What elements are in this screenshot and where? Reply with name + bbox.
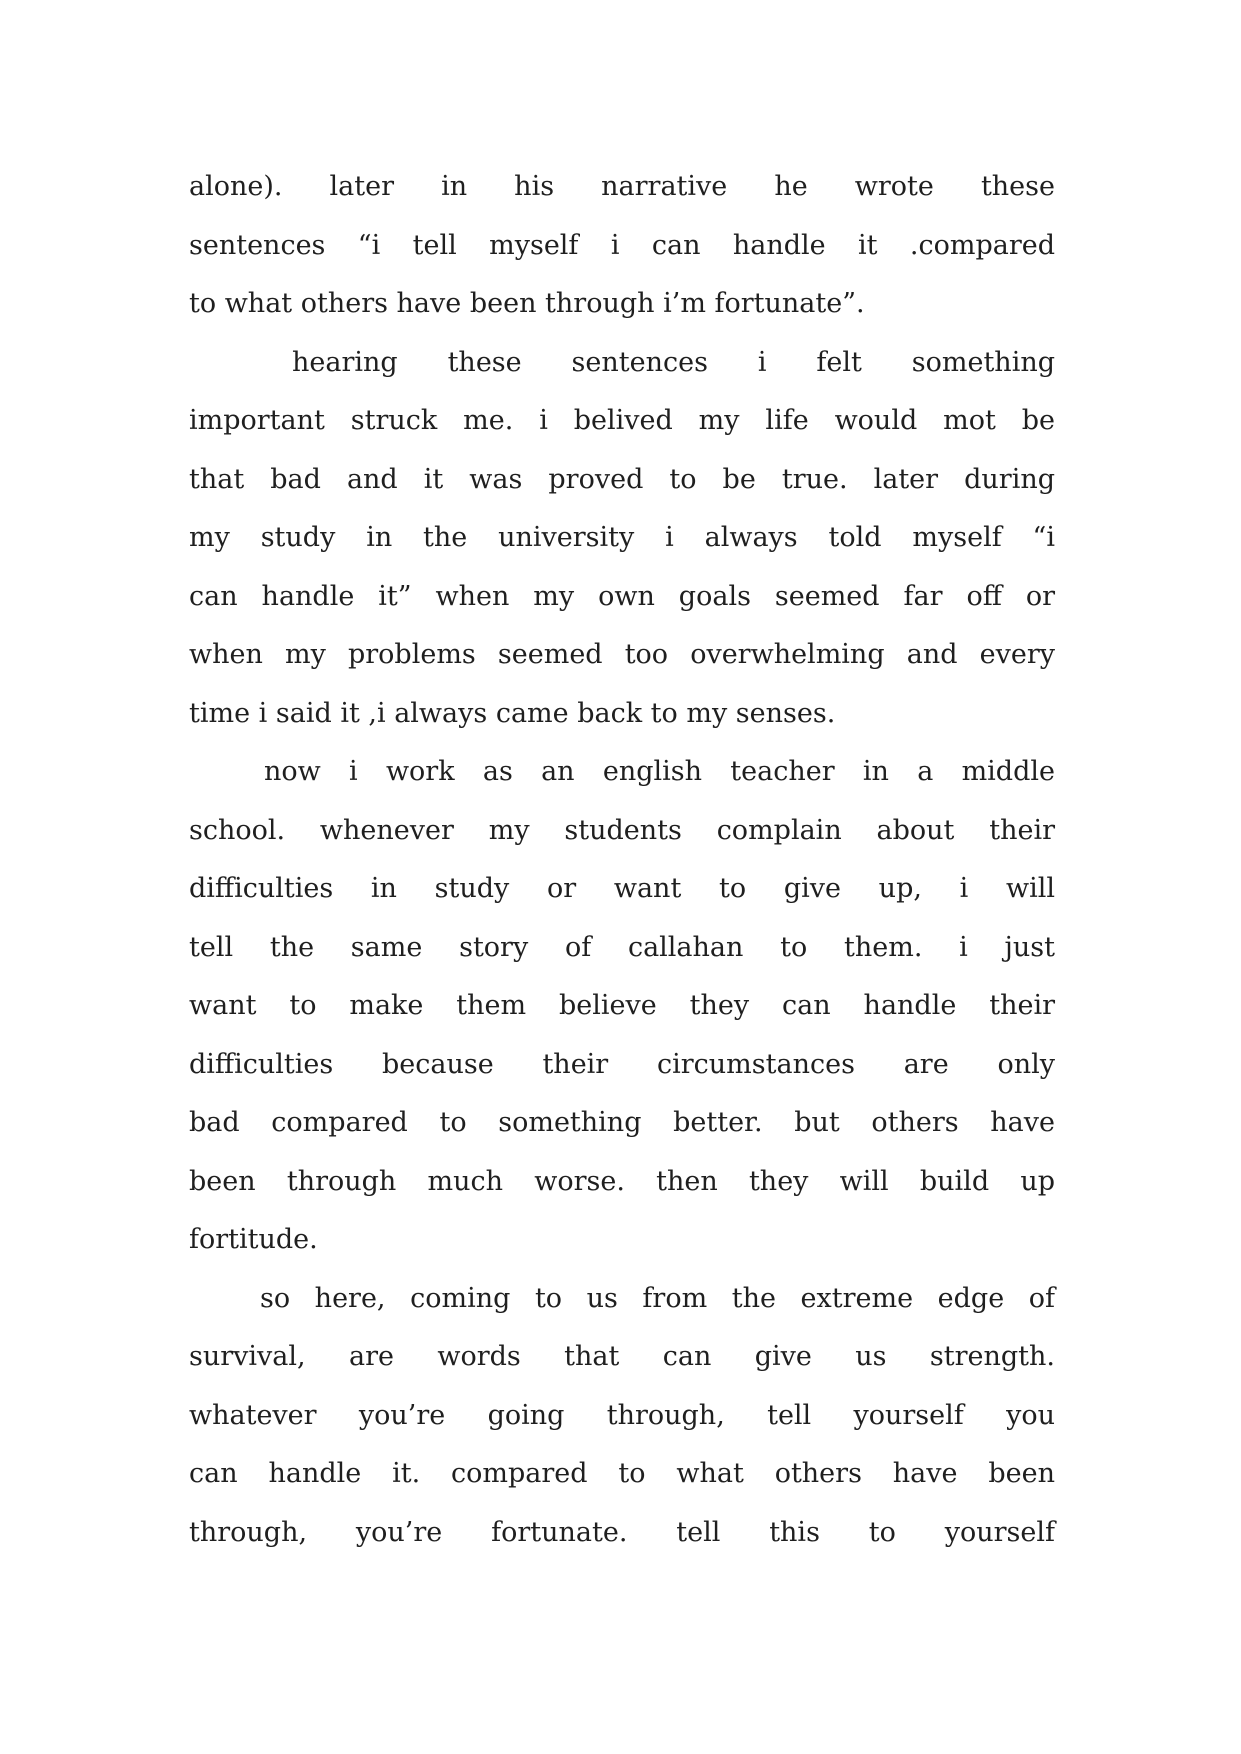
text-line: can handle it. compared to what others have been [189, 1458, 1055, 1489]
body-text [189, 158, 1055, 1562]
text-line: important struck me. i belived my life would mot be [189, 405, 1055, 436]
text-line: when my problems seemed too overwhelming and every [189, 639, 1055, 670]
text-line: so here, coming to us from the extreme edge of [260, 1282, 1055, 1314]
paragraph-1 [189, 158, 1055, 334]
text-line: school. whenever my students complain about their [189, 814, 1055, 846]
text-line: my study in the university i always told myself “i [189, 522, 1055, 553]
text-line: tell the same story of callahan to them. i just [189, 931, 1055, 963]
paragraph-2 [189, 334, 1055, 744]
text-line: to what others have been through i’m fortunate”. [189, 288, 865, 319]
text-line: survival, are words that can give us strength. [189, 1341, 1055, 1372]
text-line: sentences “i tell myself i can handle it .compared [189, 229, 1055, 261]
text-line: fortitude. [189, 1224, 318, 1255]
paragraph-4 [189, 1270, 1055, 1563]
text-line: bad compared to something better. but others have [189, 1107, 1055, 1138]
text-line: through, you’re fortunate. tell this to yourself [189, 1516, 1055, 1548]
text-line: difficulties in study or want to give up, i will [189, 873, 1055, 904]
text-line: hearing these sentences i felt something [292, 346, 1055, 378]
text-line: can handle it” when my own goals seemed far off or [189, 580, 1055, 612]
text-line: that bad and it was proved to be true. later during [189, 463, 1055, 495]
paragraph-3 [189, 743, 1055, 1270]
text-line: want to make them believe they can handle their [189, 990, 1055, 1021]
text-line: now i work as an english teacher in a middle [264, 756, 1055, 787]
text-line: difficulties because their circumstances are only [189, 1048, 1055, 1080]
text-line: been through much worse. then they will build up [189, 1165, 1055, 1197]
text-line: whatever you’re going through, tell yourself you [189, 1399, 1055, 1431]
text-line: time i said it ,i always came back to my senses. [189, 697, 836, 729]
text-line: alone). later in his narrative he wrote these [189, 171, 1055, 202]
